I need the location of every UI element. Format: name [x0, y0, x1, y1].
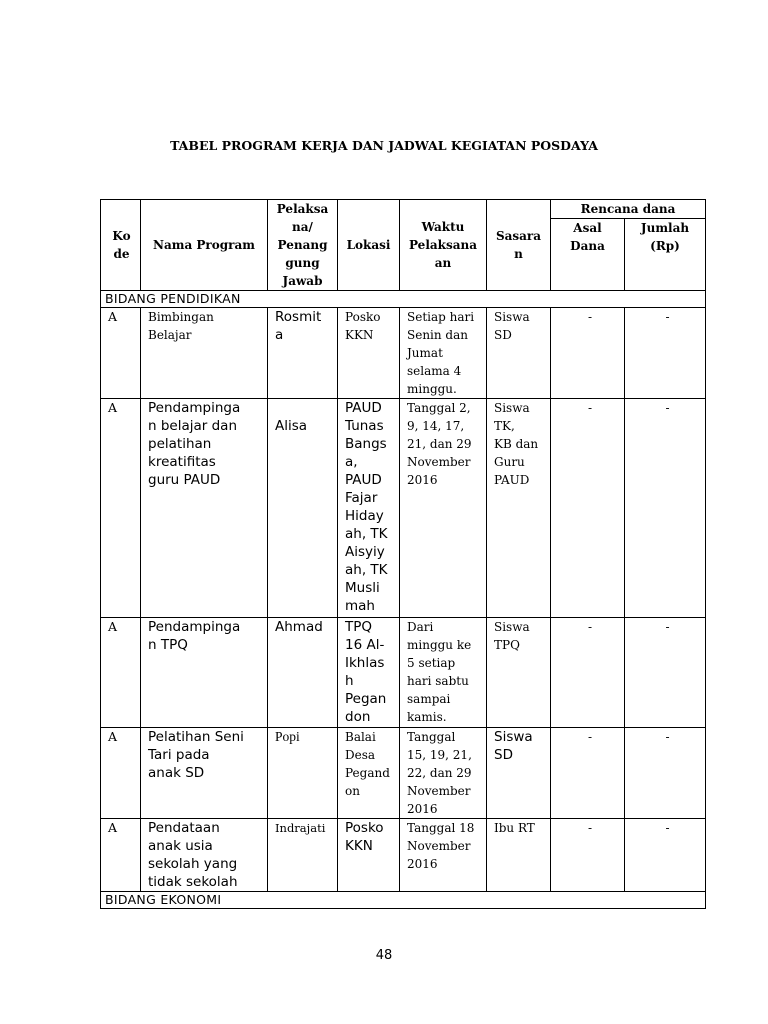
cell-lokasi: Posko KKN [338, 819, 400, 892]
cell-nama-program: Pendataan anak usia sekolah yang tidak sekolah [141, 819, 268, 892]
cell-sasaran: Siswa SD [487, 308, 551, 399]
header-sasaran: Sasara n [487, 200, 551, 291]
cell-asal-dana: - [551, 819, 625, 892]
header-jumlah: Jumlah (Rp) [625, 219, 706, 291]
cell-sasaran: Siswa TPQ [487, 618, 551, 728]
cell-kode: A [101, 819, 141, 892]
cell-asal-dana: - [551, 728, 625, 819]
cell-nama-program: Pendampinga n TPQ [141, 618, 268, 728]
program-table [100, 199, 706, 909]
cell-pelaksana: Indrajati [268, 819, 338, 892]
cell-lokasi: TPQ 16 Al- Ikhlas h Pegan don [338, 618, 400, 728]
section-bidang-pendidikan: BIDANG PENDIDIKAN [101, 291, 706, 308]
cell-waktu: Tanggal 15, 19, 21, 22, dan 29 November 2016 [400, 728, 487, 819]
cell-pelaksana: Ahmad [268, 618, 338, 728]
cell-lokasi: Balai Desa Pegand on [338, 728, 400, 819]
cell-kode: A [101, 618, 141, 728]
cell-nama-program: Pendampinga n belajar dan pelatihan kreatifitas guru PAUD [141, 399, 268, 618]
cell-nama-program: Bimbingan Belajar [141, 308, 268, 399]
cell-asal-dana: - [551, 618, 625, 728]
section-bidang-ekonomi: BIDANG EKONOMI [101, 892, 706, 909]
cell-waktu: Setiap hari Senin dan Jumat selama 4 minggu. [400, 308, 487, 399]
cell-jumlah: - [625, 399, 706, 618]
cell-jumlah: - [625, 308, 706, 399]
cell-pelaksana: Rosmit a [268, 308, 338, 399]
table-row [101, 308, 706, 399]
table-row [101, 819, 706, 892]
cell-nama-program: Pelatihan Seni Tari pada anak SD [141, 728, 268, 819]
cell-lokasi: Posko KKN [338, 308, 400, 399]
table-row [101, 618, 706, 728]
header-pelaksana: Pelaksa na/ Penang gung Jawab [268, 200, 338, 291]
header-waktu: Waktu Pelaksana an [400, 200, 487, 291]
cell-asal-dana: - [551, 399, 625, 618]
table-row [101, 399, 706, 618]
cell-kode: A [101, 399, 141, 618]
header-asal-dana: Asal Dana [551, 219, 625, 291]
cell-sasaran: Siswa SD [487, 728, 551, 819]
cell-pelaksana: Alisa [268, 399, 338, 618]
page-number: 48 [375, 948, 393, 963]
cell-jumlah: - [625, 618, 706, 728]
cell-jumlah: - [625, 728, 706, 819]
header-rencana-dana: Rencana dana [551, 200, 706, 219]
header-lokasi: Lokasi [338, 200, 400, 291]
table-row [101, 728, 706, 819]
cell-lokasi: PAUD Tunas Bangs a, PAUD Fajar Hiday ah, TK Aisyiy ah, TK Musli mah [338, 399, 400, 618]
cell-kode: A [101, 728, 141, 819]
cell-sasaran: Ibu RT [487, 819, 551, 892]
cell-waktu: Tanggal 18 November 2016 [400, 819, 487, 892]
cell-waktu: Dari minggu ke 5 setiap hari sabtu sampai kamis. [400, 618, 487, 728]
cell-jumlah: - [625, 819, 706, 892]
cell-sasaran: Siswa TK, KB dan Guru PAUD [487, 399, 551, 618]
header-nama-program: Nama Program [141, 200, 268, 291]
cell-kode: A [101, 308, 141, 399]
document-title: TABEL PROGRAM KERJA DAN JADWAL KEGIATAN POSDAYA [170, 138, 598, 153]
cell-waktu: Tanggal 2, 9, 14, 17, 21, dan 29 November 2016 [400, 399, 487, 618]
cell-asal-dana: - [551, 308, 625, 399]
header-kode: Ko de [101, 200, 141, 291]
cell-pelaksana: Popi [268, 728, 338, 819]
